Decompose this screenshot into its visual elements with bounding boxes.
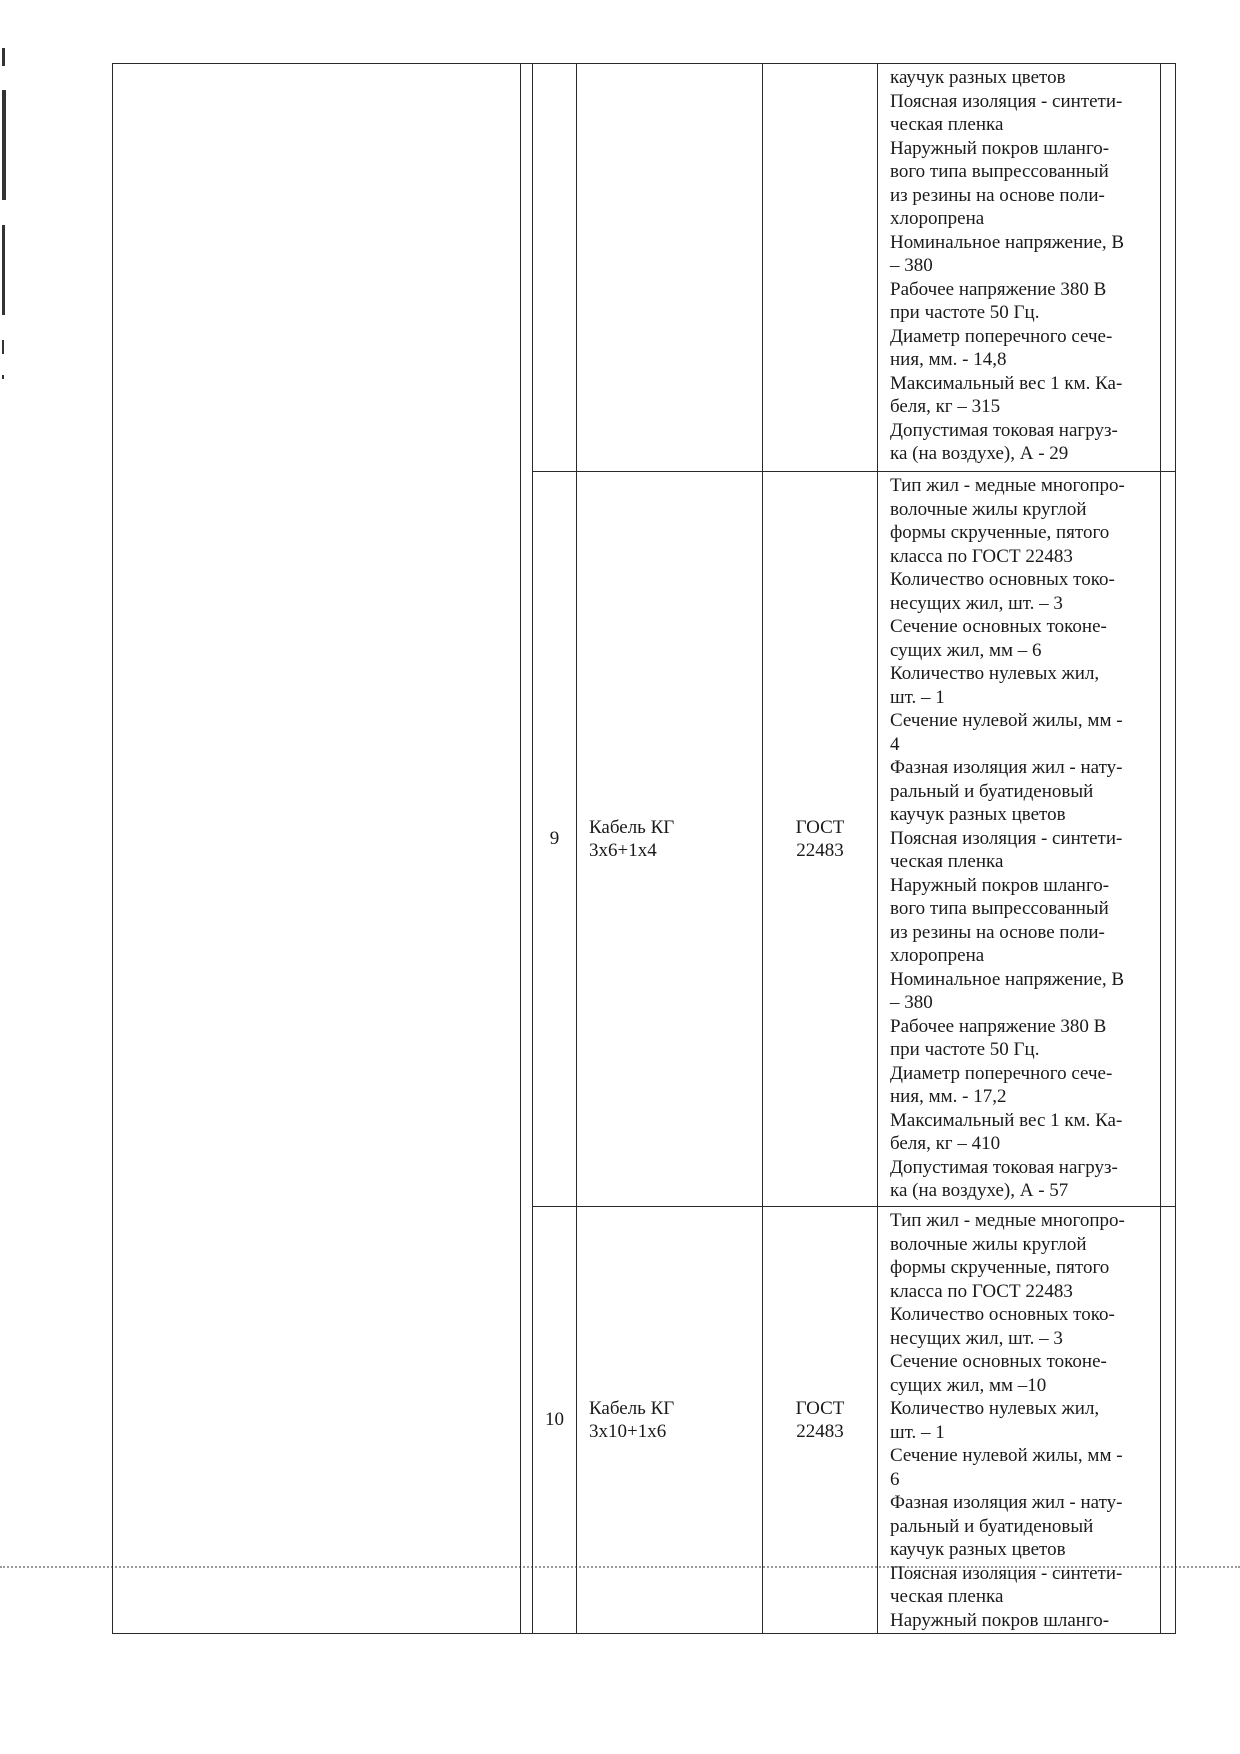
description-line: класса по ГОСТ 22483 — [890, 1280, 1073, 1302]
description-line: каучук разных цветов — [890, 67, 1066, 88]
description-line: Рабочее напряжение 380 В — [890, 1015, 1107, 1037]
description-line: волочные жилы круглой — [890, 498, 1087, 520]
description-line: шт. – 1 — [890, 686, 945, 708]
description-line: шт. – 1 — [890, 1421, 945, 1443]
description-line: хлоропрена — [890, 945, 985, 966]
description-line: волочные жилы круглой — [890, 1233, 1087, 1255]
description-line: ральный и буатиденовый — [890, 780, 1094, 802]
description-line: Диаметр поперечного сече- — [890, 325, 1113, 347]
description-line: формы скрученные, пятого — [890, 1257, 1110, 1278]
product-name-cell — [577, 472, 763, 1207]
description-line: при частоте 50 Гц. — [890, 302, 1040, 323]
description-line: класса по ГОСТ 22483 — [890, 545, 1073, 567]
description-line: Фазная изоляция жил - нату- — [890, 757, 1123, 778]
table-row — [113, 64, 1176, 472]
description-line: Сечение нулевой жилы, мм - — [890, 1445, 1123, 1466]
description-line: Тип жил - медные многопро- — [890, 1210, 1125, 1231]
description-line: вого типа выпрессованный — [890, 161, 1109, 182]
description-line: ния, мм. - 14,8 — [890, 349, 1007, 370]
description-line: ческая пленка — [890, 114, 1004, 135]
standard-line: 22483 — [796, 840, 844, 861]
description-line: Количество нулевых жил, — [890, 663, 1100, 684]
description-line: каучук разных цветов — [890, 804, 1066, 825]
description-line: несущих жил, шт. – 3 — [890, 592, 1063, 614]
scan-edge-marks — [0, 40, 14, 400]
narrow-gap-column — [521, 64, 533, 1634]
description-line: из резины на основе поли- — [890, 921, 1105, 943]
description-line: ния, мм. - 17,2 — [890, 1086, 1007, 1107]
right-edge-strip — [1161, 1207, 1176, 1634]
description-line: Номинальное напряжение, В — [890, 968, 1125, 990]
product-name-line: 3х10+1х6 — [589, 1421, 667, 1442]
description-line: Сечение нулевой жилы, мм - — [890, 710, 1123, 731]
standard-cell — [763, 1207, 878, 1634]
description-line: Поясная изоляция - синтети- — [890, 1562, 1123, 1584]
description-line: Наружный покров шланго- — [890, 1609, 1110, 1631]
description-line: Фазная изоляция жил - нату- — [890, 1492, 1123, 1513]
description-line: Максимальный вес 1 км. Ка- — [890, 372, 1123, 394]
description-line: вого типа выпрессованный — [890, 898, 1109, 919]
description-line: Допустимая токовая нагруз- — [890, 419, 1118, 441]
description-line: формы скрученные, пятого — [890, 522, 1110, 543]
description-line: ческая пленка — [890, 851, 1004, 872]
description-line: ка (на воздухе), А - 57 — [890, 1180, 1069, 1201]
description-line: 6 — [890, 1468, 900, 1490]
description-line: ческая пленка — [890, 1586, 1004, 1607]
description-line: – 380 — [890, 992, 933, 1013]
description-line: несущих жил, шт. – 3 — [890, 1327, 1063, 1349]
description-line: при частоте 50 Гц. — [890, 1039, 1040, 1060]
description-line: ка (на воздухе), А - 29 — [890, 443, 1069, 464]
description-line: Номинальное напряжение, В — [890, 231, 1125, 253]
description-line: Поясная изоляция - синтети- — [890, 90, 1123, 112]
left-merged-cell — [113, 64, 521, 1634]
description-line: 4 — [890, 733, 900, 755]
description-cell — [878, 472, 1161, 1207]
description-line: ральный и буатиденовый — [890, 1515, 1094, 1537]
description-line: Сечение основных токоне- — [890, 616, 1107, 637]
product-name-line: 3х6+1х4 — [589, 840, 657, 861]
right-edge-strip — [1161, 472, 1176, 1207]
description-line: Количество нулевых жил, — [890, 1398, 1100, 1419]
specification-table — [112, 63, 1176, 1634]
description-line: – 380 — [890, 255, 933, 276]
description-line: каучук разных цветов — [890, 1539, 1066, 1560]
description-line: хлоропрена — [890, 208, 985, 229]
description-line: Диаметр поперечного сече- — [890, 1062, 1113, 1084]
description-cell — [878, 64, 1161, 472]
description-line: Допустимая токовая нагруз- — [890, 1156, 1118, 1178]
product-name-line: Кабель КГ — [589, 816, 675, 838]
description-line: Тип жил - медные многопро- — [890, 475, 1125, 496]
description-cell — [878, 1207, 1161, 1634]
description-line: Сечение основных токоне- — [890, 1351, 1107, 1372]
standard-line: ГОСТ — [795, 1397, 845, 1419]
product-name-line: Кабель КГ — [589, 1397, 675, 1419]
description-line: из резины на основе поли- — [890, 184, 1105, 206]
row-number: 10 — [533, 1207, 577, 1634]
right-edge-strip — [1161, 64, 1176, 472]
description-line: Поясная изоляция - синтети- — [890, 827, 1123, 849]
description-line: беля, кг – 410 — [890, 1133, 1001, 1154]
description-line: Рабочее напряжение 380 В — [890, 278, 1107, 300]
standard-cell — [763, 64, 878, 472]
description-line: Количество основных токо- — [890, 569, 1115, 590]
description-line: Наружный покров шланго- — [890, 137, 1110, 159]
description-line: Максимальный вес 1 км. Ка- — [890, 1109, 1123, 1131]
standard-cell — [763, 472, 878, 1207]
description-line: сущих жил, мм – 6 — [890, 639, 1042, 661]
description-line: беля, кг – 315 — [890, 396, 1001, 417]
standard-line: ГОСТ — [795, 816, 845, 838]
standard-line: 22483 — [796, 1421, 844, 1442]
product-name-cell — [577, 1207, 763, 1634]
description-line: Количество основных токо- — [890, 1304, 1115, 1325]
description-line: сущих жил, мм –10 — [890, 1374, 1047, 1396]
row-number: 9 — [533, 472, 577, 1207]
description-line: Наружный покров шланго- — [890, 874, 1110, 896]
row-number — [533, 64, 577, 472]
product-name-cell — [577, 64, 763, 472]
